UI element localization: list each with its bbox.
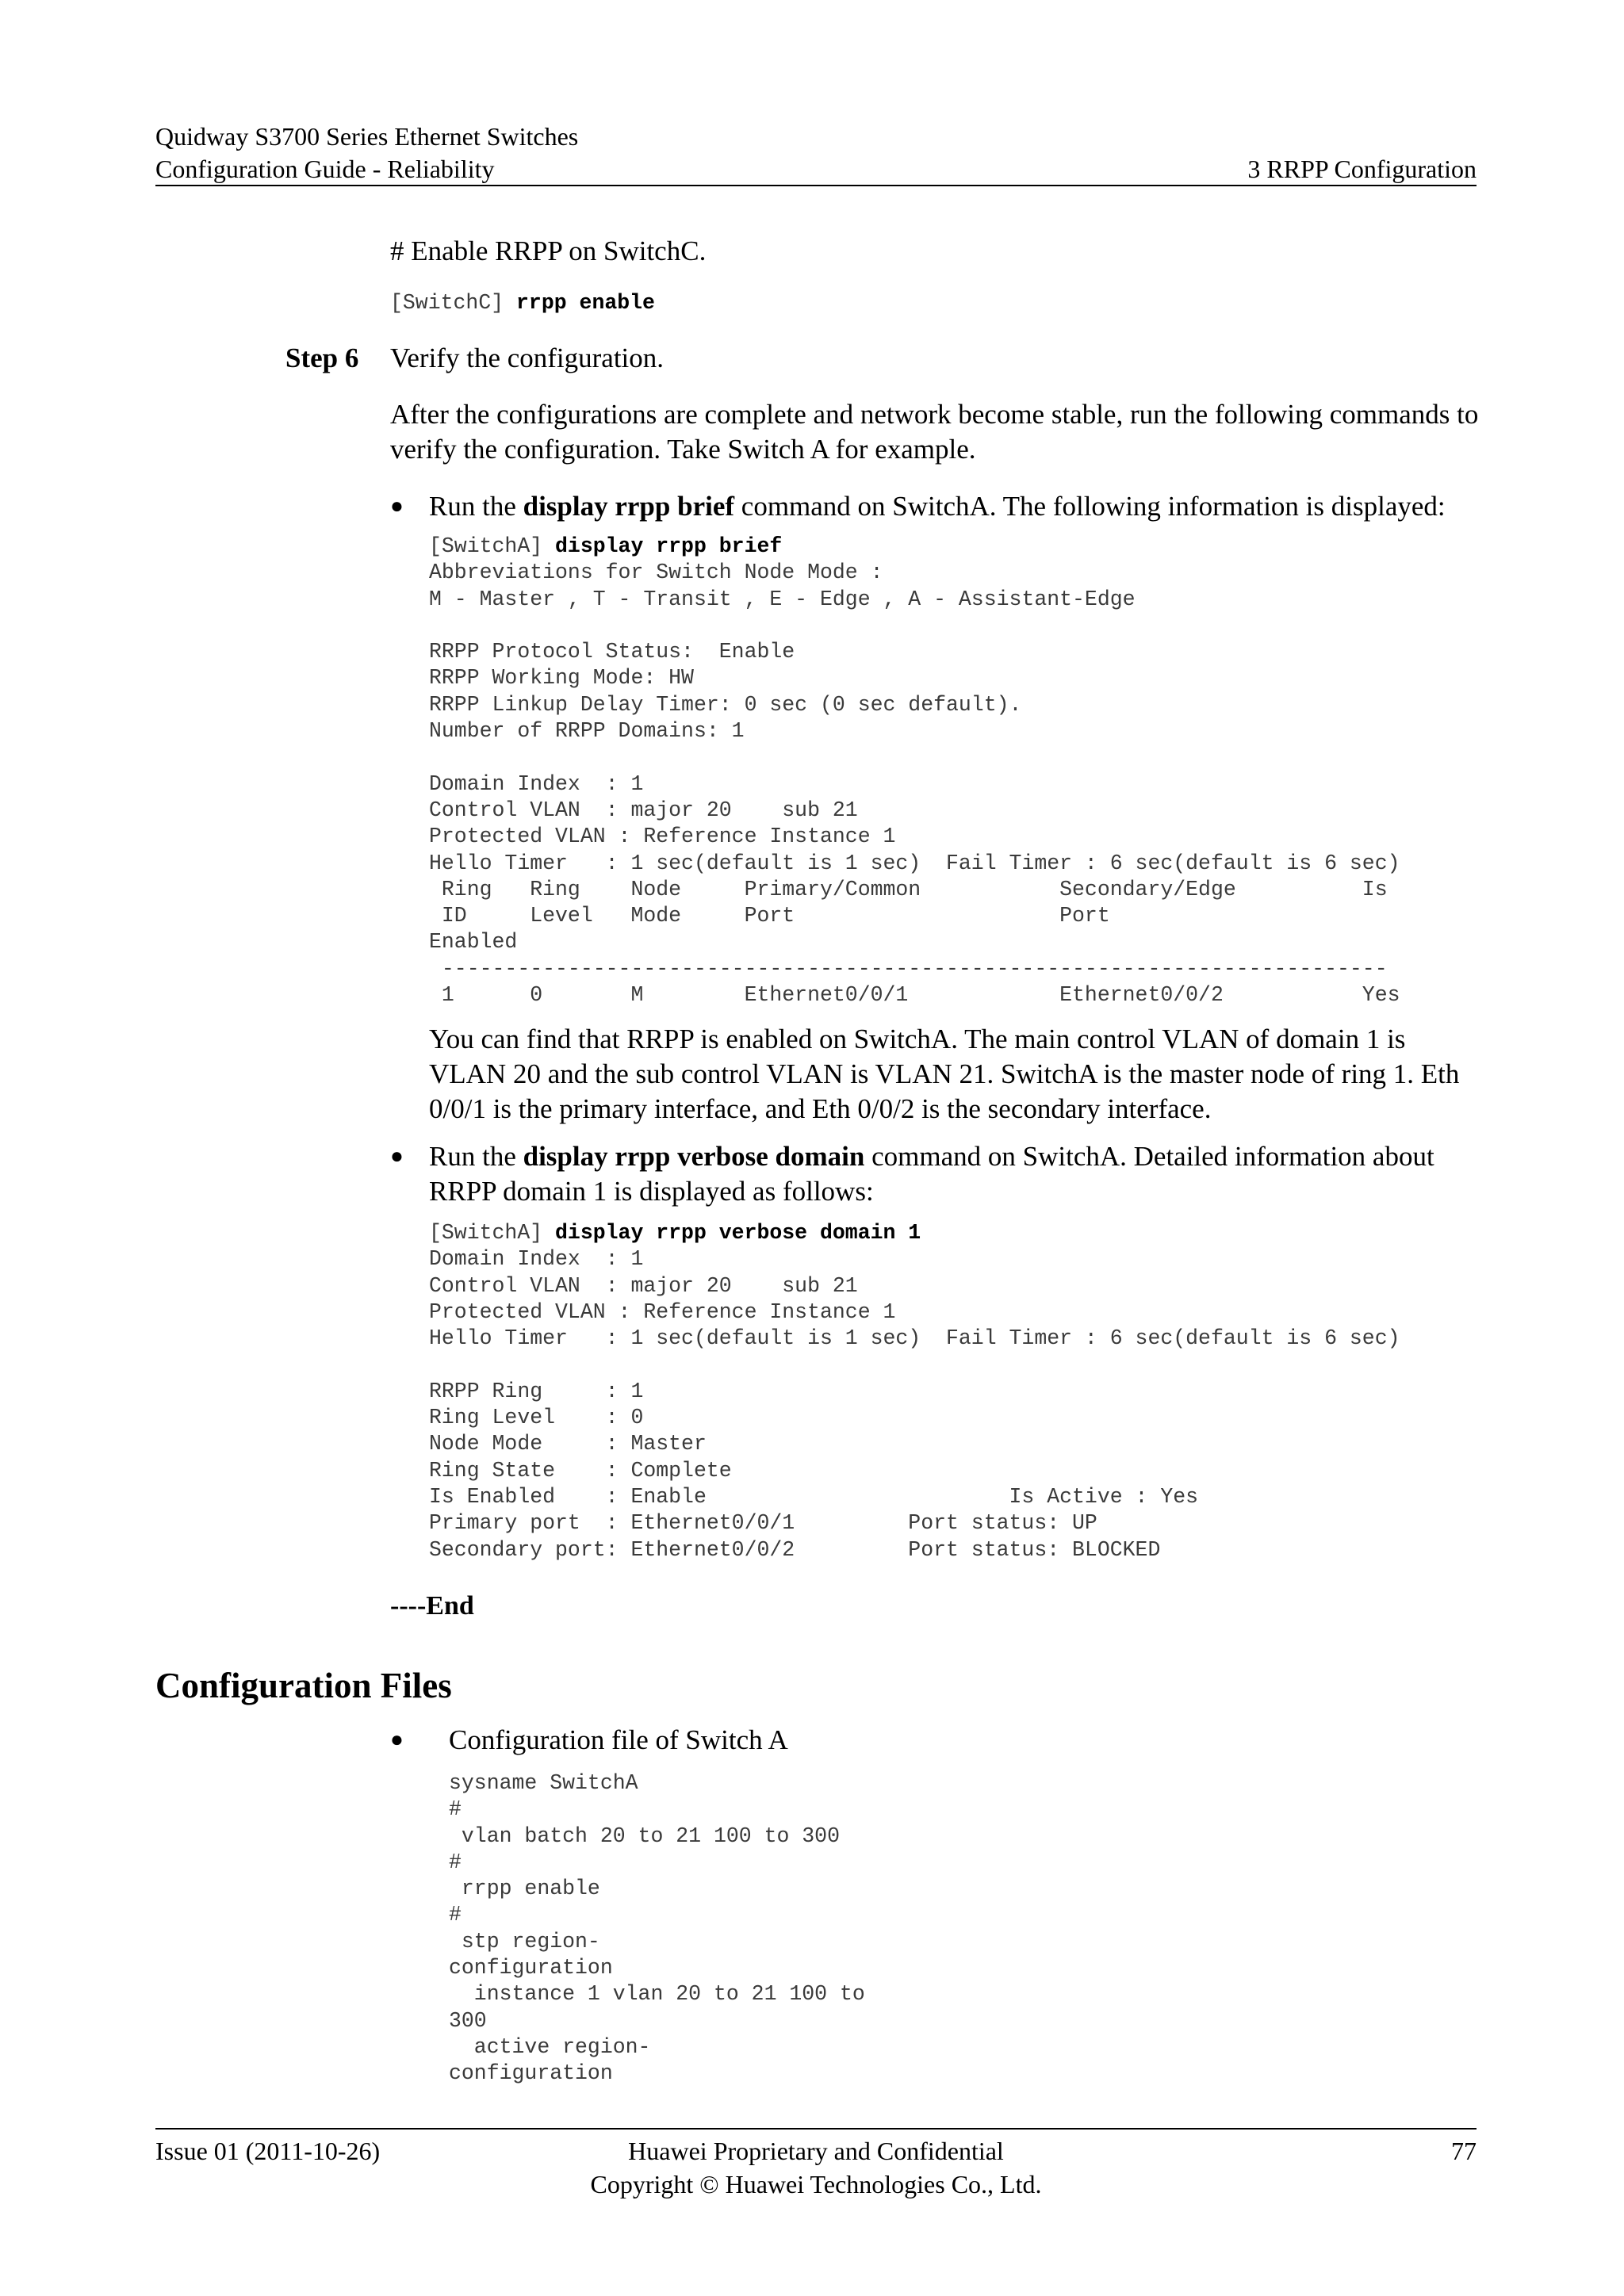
code-enable-rrpp [390,290,655,316]
bullet-command: display rrpp brief [523,491,735,522]
code-command: display rrpp verbose domain 1 [555,1221,921,1245]
code-output: Abbreviations for Switch Node Mode : M - Master , T - Transit , E - Edge , A - Assistant-Edge RRPP Protocol Status: Enable RRPP Working Mode: HW RRPP Linkup Delay Timer: 0 sec (0 sec default). Number of RRPP Domains: 1 Domain Index : 1 Control VLAN : major 20 sub 21 Protected VLAN : Reference Instance 1 Hello Timer : 1 sec(default is 1 sec) Fail Timer : 6 sec(default is 6 sec) Ring Ring Node Primary/Common Secondary/Edge Is ID Level Mode Port Port Enabled --------------------------------------------------------------------------- 1 0 M Ethernet0/0/1 Ethernet0/0/2 Yes [429,561,1400,1008]
bullet-text-post: command on SwitchA. The following information is displayed: [734,491,1446,522]
config-file-code: sysname SwitchA # vlan batch 20 to 21 100 to 300 # rrpp enable # stp region- configuration instance 1 vlan 20 to 21 100 to 300 active region- configuration [449,1771,865,2086]
brief-explanation-paragraph: You can find that RRPP is enabled on SwitchA. The main control VLAN of domain 1 is VLAN 20 and the sub control VLAN is VLAN 21. SwitchA is the master node of ring 1. Eth 0/0/1 is the primary interface, and Eth 0/0/2 is the secondary interface. [429,1024,1460,1124]
code-prompt: [SwitchC] [390,291,517,315]
config-file-label: Configuration file of Switch A [449,1724,788,1755]
header-product-title: Quidway S3700 Series Ethernet Switches [155,122,579,151]
bullet-display-rrpp-brief [429,489,1484,524]
code-command: rrpp enable [516,291,655,315]
end-marker: ----End [390,1591,474,1621]
header-divider [155,185,1477,186]
footer-confidential: Huawei Proprietary and Confidential [628,2137,1004,2165]
verify-intro-paragraph: After the configurations are complete and network become stable, run the following commands to verify the configuration. Take Switch A for example. [390,399,1479,465]
page-header [155,121,1477,186]
code-display-rrpp-verbose [429,1220,1400,1563]
bullet-dot: ● [390,1728,404,1752]
code-output: Domain Index : 1 Control VLAN : major 20 sub 21 Protected VLAN : Reference Instance 1 Hello Timer : 1 sec(default is 1 sec) Fail Timer : 6 sec(default is 6 sec) RRPP Ring : 1 Ring Level : 0 Node Mode : Master Ring State : Complete Is Enabled : Enable Is Active : Yes Primary port : Ethernet0/0/1 Port status: UP Secondary port: Ethernet0/0/2 Port status: BLOCKED [429,1247,1400,1562]
code-display-rrpp-brief [429,534,1400,1008]
step-6-label: Step 6 [285,342,359,373]
footer-divider [155,2128,1477,2130]
footer-issue: Issue 01 (2011-10-26) [155,2137,381,2165]
footer-copyright: Copyright © Huawei Technologies Co., Ltd. [590,2170,1042,2198]
code-prompt: [SwitchA] [429,534,556,558]
code-command: display rrpp brief [555,534,783,558]
bullet-text-pre: Run the [429,491,523,522]
bullet-text-pre: Run the [429,1141,523,1172]
bullet-dot: ● [390,494,404,519]
page-number: 77 [1451,2137,1477,2165]
header-guide-title: Configuration Guide - Reliability [155,155,495,183]
step-6-text: Verify the configuration. [390,342,665,373]
enable-rrpp-comment: # Enable RRPP on SwitchC. [390,235,707,266]
bullet-command: display rrpp verbose domain [523,1141,865,1172]
header-chapter-title: 3 RRPP Configuration [1247,155,1477,183]
bullet-text-post: command on SwitchA. Detailed information about RRPP domain 1 is displayed as follows: [429,1141,1434,1207]
code-prompt: [SwitchA] [429,1221,556,1245]
bullet-dot: ● [390,1144,404,1169]
bullet-display-rrpp-verbose [429,1139,1484,1209]
section-heading: Configuration Files [155,1666,452,1705]
